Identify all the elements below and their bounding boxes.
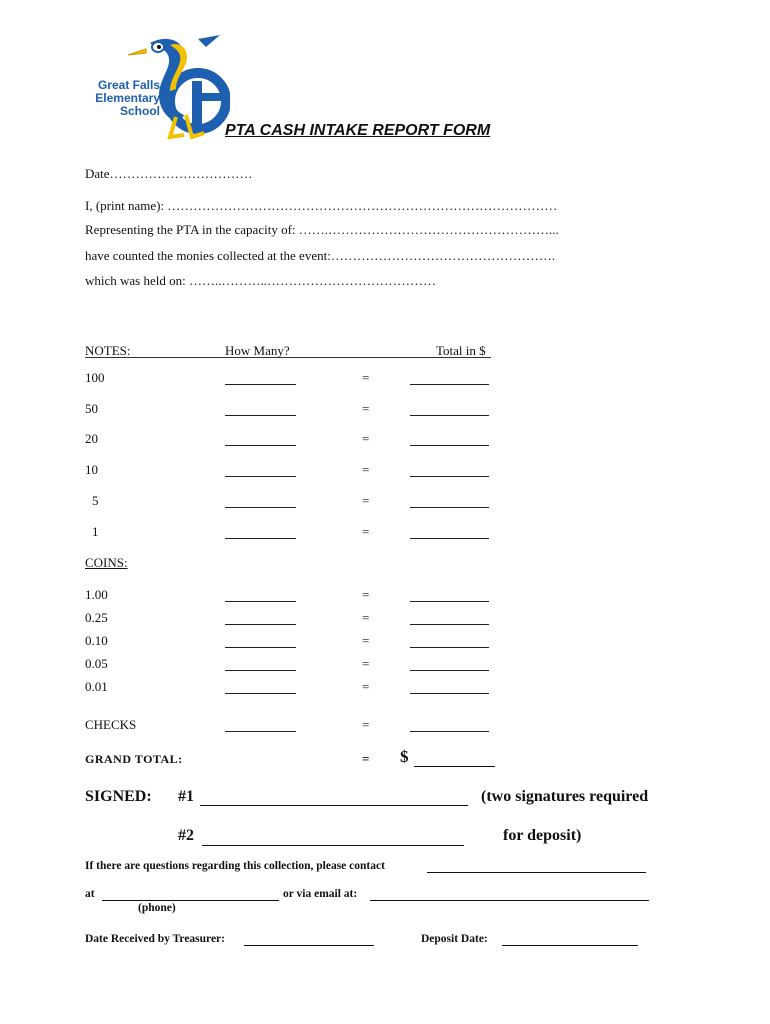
coin-count-input[interactable] (225, 693, 296, 694)
equals-sign: = (362, 431, 370, 447)
questions-label: If there are questions regarding this collection, please contact (85, 860, 385, 872)
at-label: at (85, 888, 95, 900)
email-label: or via email at: (283, 888, 358, 900)
deposit-date-label: Deposit Date: (421, 933, 488, 945)
event-field[interactable]: have counted the monies collected at the event:……………………………………………. (85, 248, 556, 263)
equals-sign: = (362, 717, 370, 732)
note-denomination: 50 (85, 400, 98, 416)
note-total-input[interactable] (410, 476, 489, 477)
checks-count-input[interactable] (225, 731, 296, 732)
email-line[interactable] (370, 900, 649, 901)
coin-denomination: 0.25 (85, 610, 108, 625)
school-logo (80, 33, 230, 141)
equals-sign: = (362, 633, 370, 648)
total-header: Total in $ (436, 343, 486, 358)
signature-1-line[interactable] (200, 805, 468, 806)
date-received-label: Date Received by Treasurer: (85, 933, 225, 945)
currency-symbol: $ (400, 747, 409, 766)
equals-sign: = (362, 610, 370, 625)
equals-sign: = (362, 523, 370, 539)
note-total-input[interactable] (410, 538, 489, 539)
coin-denomination: 0.05 (85, 656, 108, 671)
note-count-input[interactable] (225, 415, 296, 416)
how-many-header: How Many? (225, 343, 290, 358)
grand-total-equals: = (362, 751, 370, 766)
notes-header: NOTES: (85, 343, 131, 358)
grand-total-input[interactable] (414, 766, 495, 767)
note-denomination: 100 (85, 370, 105, 385)
note-count-input[interactable] (225, 507, 296, 508)
note-count-input[interactable] (225, 445, 296, 446)
note-count-input[interactable] (225, 476, 296, 477)
deposit-date-line[interactable] (502, 945, 638, 946)
coin-denomination: 0.01 (85, 679, 108, 694)
note-denomination: 1 (92, 523, 99, 539)
checks-label: CHECKS (85, 717, 137, 732)
date-received-line[interactable] (244, 945, 374, 946)
print-name-field[interactable]: I, (print name): ……………………………………………………………………………… (85, 198, 558, 213)
note-denomination: 5 (92, 492, 99, 508)
coin-denomination: 1.00 (85, 587, 108, 602)
signature-1-label: #1 (178, 788, 194, 805)
header-underline (85, 357, 491, 358)
logo-text-line: Great Falls (97, 78, 160, 92)
held-on-field[interactable]: which was held on: ……..………..………………………………… (85, 273, 436, 288)
note-total-input[interactable] (410, 507, 489, 508)
equals-sign: = (362, 587, 370, 602)
coin-total-input[interactable] (410, 670, 489, 671)
coin-count-input[interactable] (225, 670, 296, 671)
coin-total-input[interactable] (410, 647, 489, 648)
form-title: PTA CASH INTAKE REPORT FORM (225, 122, 491, 139)
logo-text-line: Elementary (95, 91, 160, 105)
logo-text (82, 79, 160, 118)
equals-sign: = (362, 462, 370, 478)
note-total-input[interactable] (410, 445, 489, 446)
signature-2-label: #2 (178, 827, 194, 844)
note-denomination: 20 (85, 431, 98, 447)
equals-sign: = (362, 400, 370, 416)
coin-count-input[interactable] (225, 624, 296, 625)
date-field[interactable]: Date…………………………… (85, 166, 253, 181)
coin-count-input[interactable] (225, 647, 296, 648)
coin-total-input[interactable] (410, 693, 489, 694)
note-count-input[interactable] (225, 538, 296, 539)
phone-line[interactable] (102, 900, 279, 901)
checks-total-input[interactable] (410, 731, 489, 732)
contact-name-line[interactable] (427, 872, 646, 873)
coin-total-input[interactable] (410, 624, 489, 625)
note-count-input[interactable] (225, 384, 296, 385)
logo-text-line: School (119, 104, 160, 118)
equals-sign: = (362, 679, 370, 694)
signature-2-line[interactable] (202, 845, 464, 846)
equals-sign: = (362, 370, 370, 385)
note-total-input[interactable] (410, 384, 489, 385)
capacity-field[interactable]: Representing the PTA in the capacity of: …….……………………………………………... (85, 222, 559, 237)
coin-denomination: 0.10 (85, 633, 108, 648)
coin-count-input[interactable] (225, 601, 296, 602)
grand-total-label: GRAND TOTAL: (85, 752, 183, 766)
equals-sign: = (362, 656, 370, 671)
equals-sign: = (362, 492, 370, 508)
coin-total-input[interactable] (410, 601, 489, 602)
coins-label: COINS: (85, 555, 128, 570)
signed-label: SIGNED: (85, 788, 152, 805)
note-total-input[interactable] (410, 415, 489, 416)
phone-label: (phone) (138, 902, 176, 914)
signature-note-line1: (two signatures required (481, 788, 649, 805)
signature-note-line2: for deposit) (503, 827, 582, 844)
note-denomination: 10 (85, 462, 98, 478)
